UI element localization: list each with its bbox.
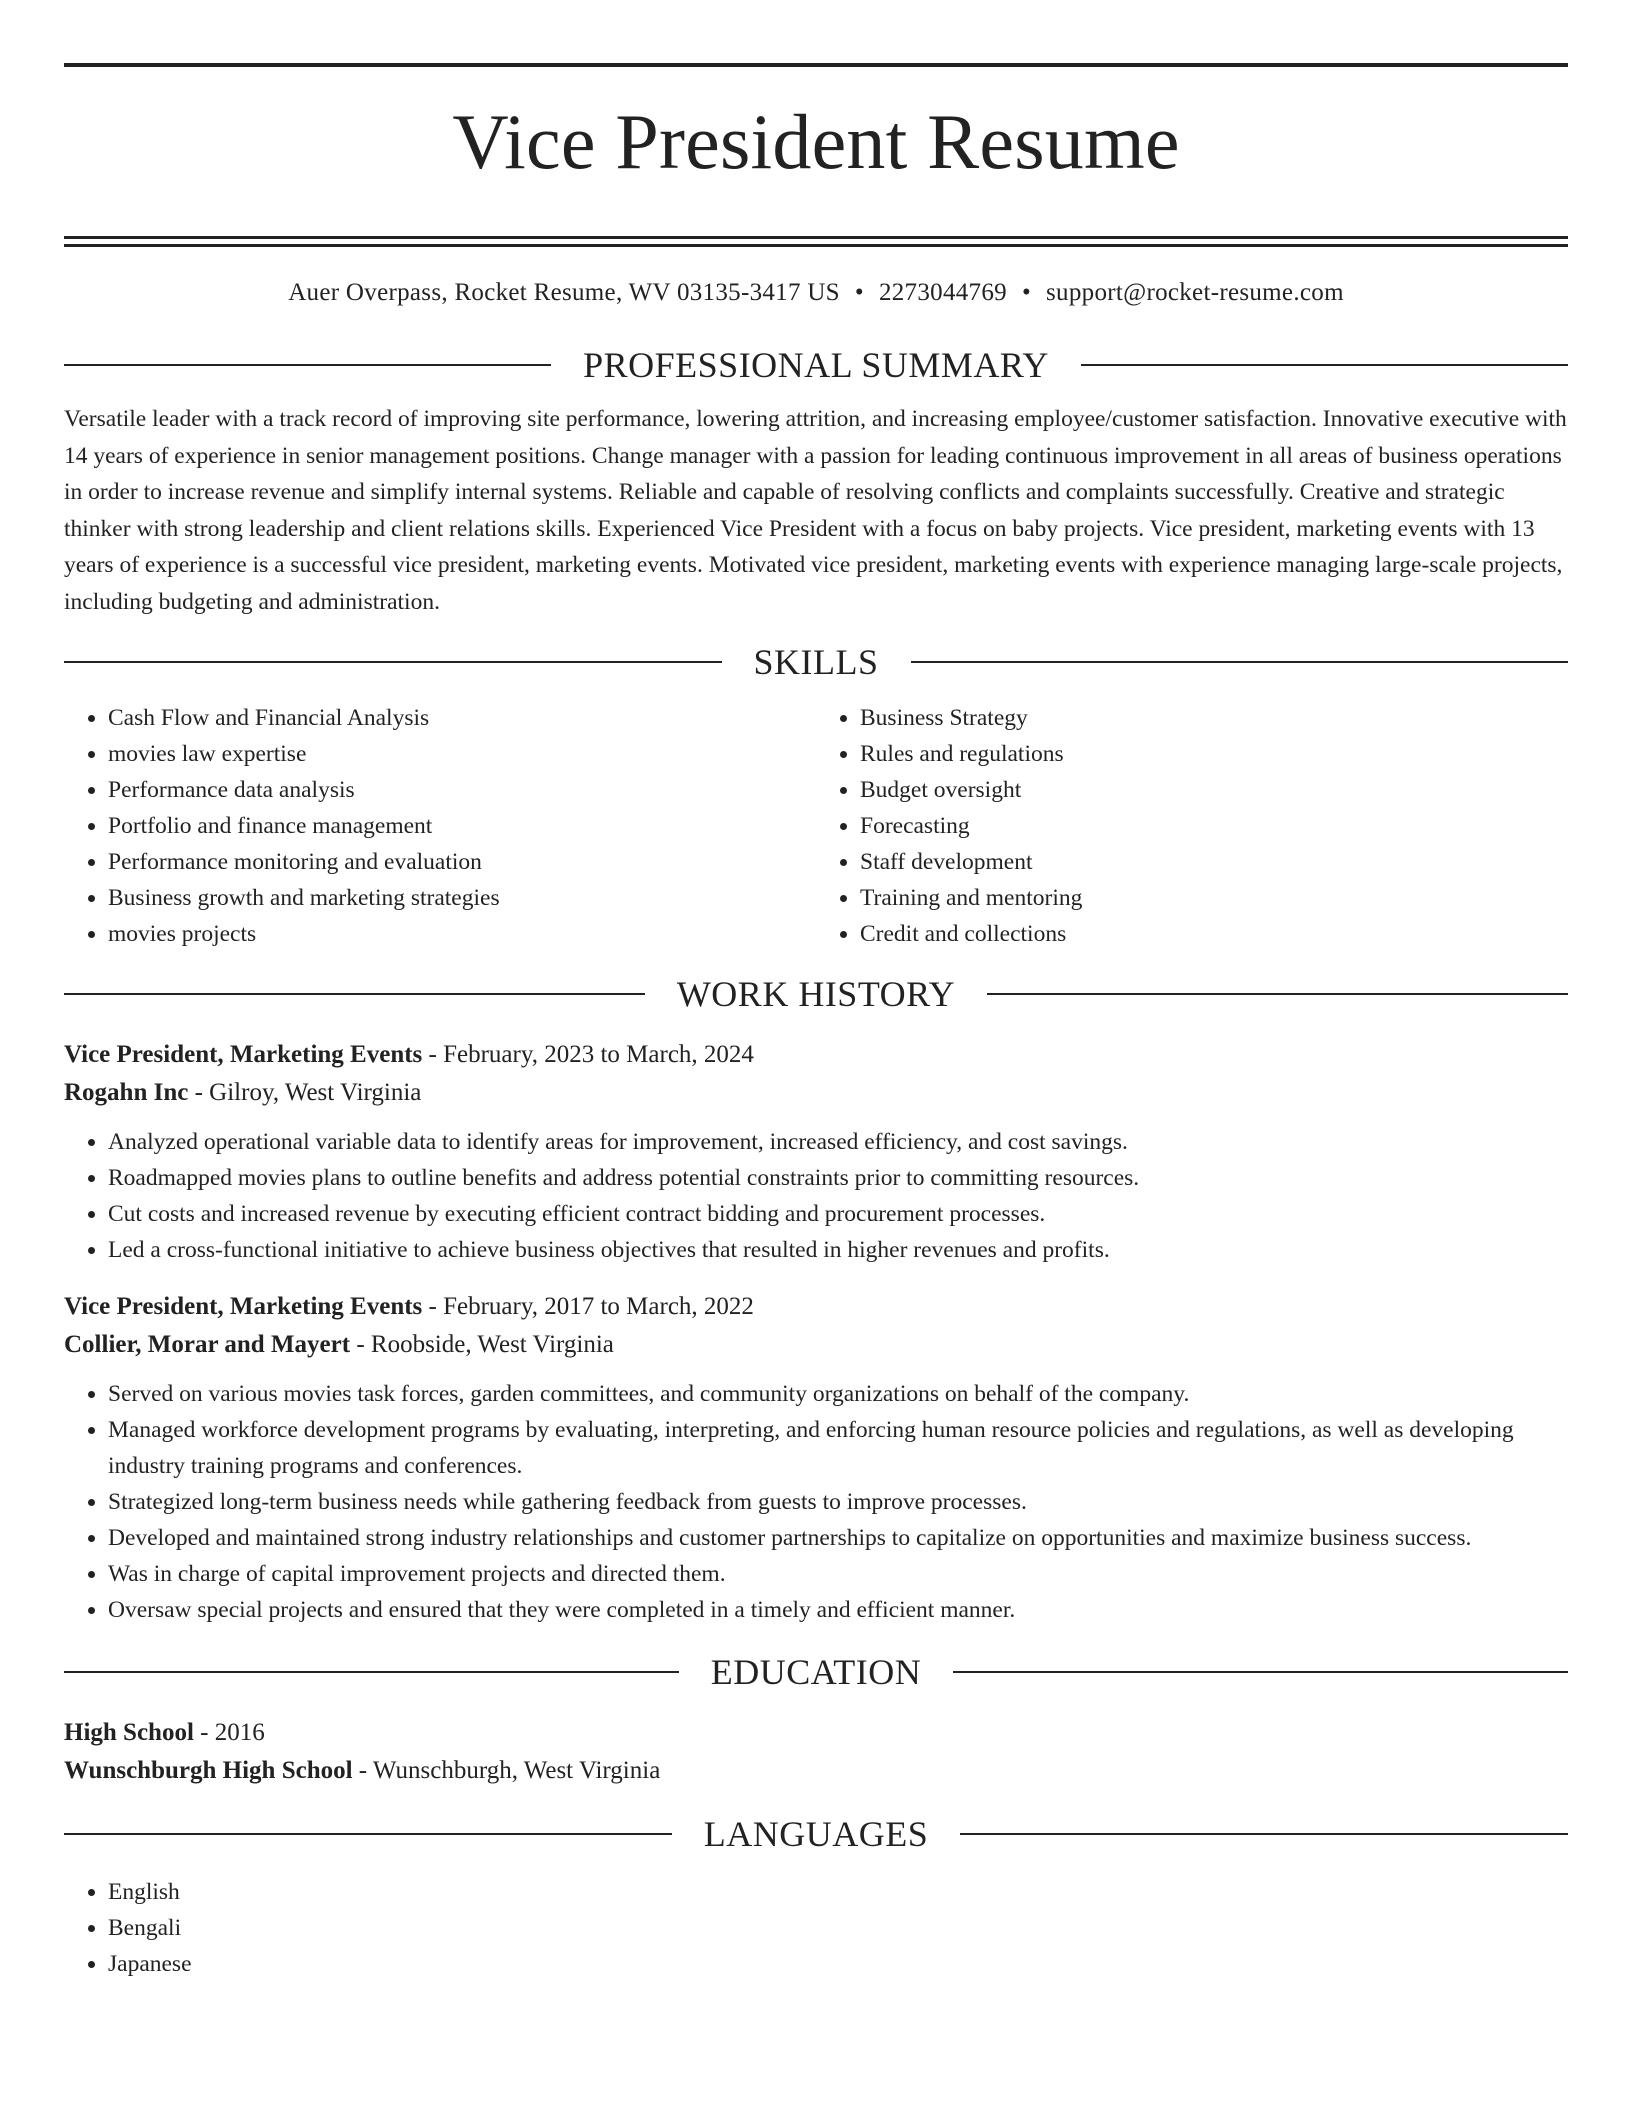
education-degree-line: [64, 1714, 1568, 1752]
contact-email: support@rocket-resume.com: [1046, 279, 1344, 306]
language-item: • Japanese: [108, 1946, 1568, 1982]
double-rule: [64, 236, 1568, 247]
section-heading-skills: [64, 634, 1568, 690]
skill-item: • Training and mentoring: [860, 880, 1568, 916]
skill-item: • Credit and collections: [860, 916, 1568, 952]
job-bullets: [64, 1376, 1568, 1628]
skill-item: • Cash Flow and Financial Analysis: [108, 700, 816, 736]
job-company: Collier, Morar and Mayert: [64, 1331, 351, 1358]
job-bullet: • Was in charge of capital improvement projects and directed them.: [108, 1556, 1568, 1592]
skill-item: • movies law expertise: [108, 736, 816, 772]
language-item: • English: [108, 1874, 1568, 1910]
language-item: • Bengali: [108, 1910, 1568, 1946]
job-bullet: • Managed workforce development programs by evaluating, interpreting, and enforcing human resource policies and regulations, as well as developing industry training programs and conferences.: [108, 1412, 1568, 1484]
section-label: LANGUAGES: [703, 1814, 929, 1854]
job-entry: [64, 1036, 1568, 1268]
heading-rule: [64, 1833, 672, 1835]
contact-line: [64, 273, 1568, 313]
skill-item: • Staff development: [860, 844, 1568, 880]
job-bullet: • Led a cross-functional initiative to achieve business objectives that resulted in higher revenues and profits.: [108, 1232, 1568, 1268]
job-location: - Roobside, West Virginia: [350, 1331, 614, 1358]
skill-item: • Rules and regulations: [860, 736, 1568, 772]
job-dates: - February, 2017 to March, 2022: [422, 1293, 754, 1320]
section-label: PROFESSIONAL SUMMARY: [583, 345, 1049, 385]
skill-item: • movies projects: [108, 916, 816, 952]
education-school-line: [64, 1752, 1568, 1790]
heading-rule: [64, 364, 551, 366]
education-location: - Wunschburgh, West Virginia: [352, 1757, 661, 1784]
job-bullet: • Served on various movies task forces, garden committees, and community organizations on behalf of the company.: [108, 1376, 1568, 1412]
section-label: SKILLS: [753, 642, 879, 682]
contact-address: Auer Overpass, Rocket Resume, WV 03135-3417 US: [288, 279, 840, 306]
heading-rule: [1081, 364, 1568, 366]
job-bullet: • Developed and maintained strong industry relationships and customer partnerships to capitalize on opportunities and maximize business success.: [108, 1520, 1568, 1556]
job-title: Vice President, Marketing Events: [64, 1041, 423, 1068]
skill-item: • Business growth and marketing strategies: [108, 880, 816, 916]
contact-phone: 2273044769: [878, 279, 1007, 306]
job-title-line: [64, 1036, 1568, 1074]
contact-separator: •: [854, 279, 864, 306]
section-heading-work: [64, 966, 1568, 1022]
heading-rule: [987, 993, 1568, 995]
job-title: Vice President, Marketing Events: [64, 1293, 423, 1320]
job-bullets: [64, 1124, 1568, 1268]
skills-list-left: [64, 700, 816, 952]
languages-list: [64, 1874, 1568, 1982]
heading-rule: [960, 1833, 1568, 1835]
skills-list-right: [816, 700, 1568, 952]
heading-rule: [64, 661, 722, 663]
job-company: Rogahn Inc: [64, 1079, 189, 1106]
skill-item: • Performance monitoring and evaluation: [108, 844, 816, 880]
heading-rule: [953, 1671, 1568, 1673]
job-title-line: [64, 1288, 1568, 1326]
skill-item: • Performance data analysis: [108, 772, 816, 808]
education-degree: High School: [64, 1719, 194, 1746]
top-rule: [64, 63, 1568, 67]
job-company-line: [64, 1074, 1568, 1112]
heading-rule: [911, 661, 1569, 663]
job-bullet: • Oversaw special projects and ensured that they were completed in a timely and efficient manner.: [108, 1592, 1568, 1628]
heading-rule: [64, 1671, 679, 1673]
job-bullet: • Cut costs and increased revenue by executing efficient contract bidding and procurement processes.: [108, 1196, 1568, 1232]
skill-item: • Portfolio and finance management: [108, 808, 816, 844]
job-bullet: • Strategized long-term business needs while gathering feedback from guests to improve processes.: [108, 1484, 1568, 1520]
job-location: - Gilroy, West Virginia: [188, 1079, 422, 1106]
section-label: WORK HISTORY: [676, 974, 956, 1014]
skills-columns: [64, 700, 1568, 952]
job-dates: - February, 2023 to March, 2024: [422, 1041, 754, 1068]
skill-item: • Forecasting: [860, 808, 1568, 844]
section-heading-summary: [64, 337, 1568, 393]
heading-rule: [64, 993, 645, 995]
resume-title: Vice President Resume: [452, 98, 1180, 185]
skill-item: • Budget oversight: [860, 772, 1568, 808]
section-heading-languages: [64, 1806, 1568, 1862]
education-year: - 2016: [193, 1719, 265, 1746]
job-bullet: • Roadmapped movies plans to outline benefits and address potential constraints prior to committing resources.: [108, 1160, 1568, 1196]
section-label: EDUCATION: [710, 1652, 922, 1692]
skill-item: • Business Strategy: [860, 700, 1568, 736]
summary-text: Versatile leader with a track record of improving site performance, lowering attrition, and increasing employee/customer satisfaction. Innovative executive with 14 years of experience in senior management positions. Change manager with a passion for leading continuous improvement in all areas of business operations in order to increase revenue and simplify internal systems. Reliable and capable of resolving conflicts and complaints successfully. Creative and strategic thinker with strong leadership and client relations skills. Experienced Vice President with a focus on baby projects. Vice president, marketing events with 13 years of experience is a successful vice president, marketing events. Motivated vice president, marketing events with experience managing large-scale projects, including budgeting and administration.: [64, 406, 1567, 615]
job-bullet: • Analyzed operational variable data to identify areas for improvement, increased efficiency, and cost savings.: [108, 1124, 1568, 1160]
section-heading-education: [64, 1644, 1568, 1700]
job-entry: [64, 1288, 1568, 1628]
education-school: Wunschburgh High School: [64, 1757, 353, 1784]
job-company-line: [64, 1326, 1568, 1364]
contact-separator: •: [1021, 279, 1032, 306]
